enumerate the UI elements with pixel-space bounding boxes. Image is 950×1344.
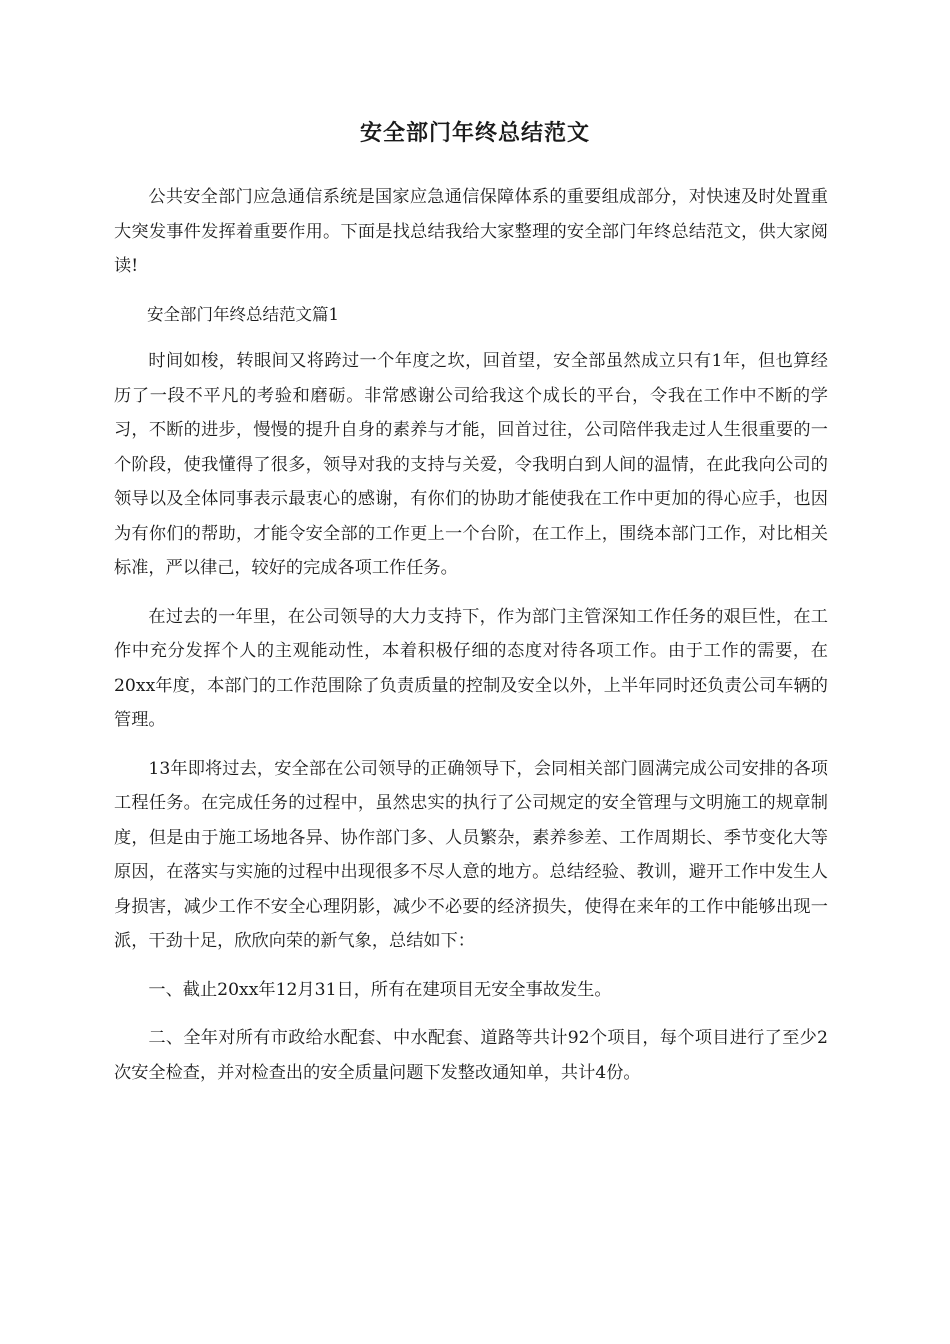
body-paragraph: 在过去的一年里，在公司领导的大力支持下，作为部门主管深知工作任务的艰巨性，在工作中充分发挥个人的主观能动性，本着积极仔细的态度对待各项工作。由于工作的需要，在20xx年度，本部门的工作范围除了负责质量的控制及安全以外，上半年同时还负责公司车辆的管理。 xyxy=(114,606,828,730)
body-paragraph: 时间如梭，转眼间又将跨过一个年度之坎，回首望，安全部虽然成立只有1年，但也算经历了一段不平凡的考验和磨砺。非常感谢公司给我这个成长的平台，令我在工作中不断的学习，不断的进步，慢慢的提升自身的素养与才能，回首过往，公司陪伴我走过人生很重要的一个阶段，使我懂得了很多，领导对我的支持与关爱，令我明白到人间的温情，在此我向公司的领导以及全体同事表示最衷心的感谢，有你们的协助才能使我在工作中更加的得心应手，也因为有你们的帮助，才能令安全部的工作更上一个台阶，在工作上，围绕本部门工作，对比相关标准，严以律己，较好的完成各项工作任务。 xyxy=(114,351,828,578)
document-title: 安全部门年终总结范文 xyxy=(359,120,590,146)
list-item-paragraph: 二、全年对所有市政给水配套、中水配套、道路等共计92个项目，每个项目进行了至少2次安全检查，并对检查出的安全质量问题下发整改通知单，共计4份。 xyxy=(114,1028,828,1083)
list-item-paragraph: 一、截止20xx年12月31日，所有在建项目无安全事故发生。 xyxy=(148,979,612,1000)
body-paragraph: 13年即将过去，安全部在公司领导的正确领导下，会同相关部门圆满完成公司安排的各项工程任务。在完成任务的过程中，虽然忠实的执行了公司规定的安全管理与文明施工的规章制度，但是由于施工场地各异、协作部门多、人员繁杂，素养参差、工作周期长、季节变化大等原因，在落实与实施的过程中出现很多不尽人意的地方。总结经验、教训，避开工作中发生人身损害，减少工作不安全心理阴影，减少不必要的经济损失，使得在来年的工作中能够出现一派，干劲十足，欣欣向荣的新气象，总结如下： xyxy=(114,758,828,951)
intro-paragraph: 公共安全部门应急通信系统是国家应急通信保障体系的重要组成部分，对快速及时处置重大突发事件发挥着重要作用。下面是找总结我给大家整理的安全部门年终总结范文，供大家阅读! xyxy=(114,187,828,276)
section-heading: 安全部门年终总结范文篇1 xyxy=(147,304,339,324)
document-body xyxy=(114,180,828,1104)
